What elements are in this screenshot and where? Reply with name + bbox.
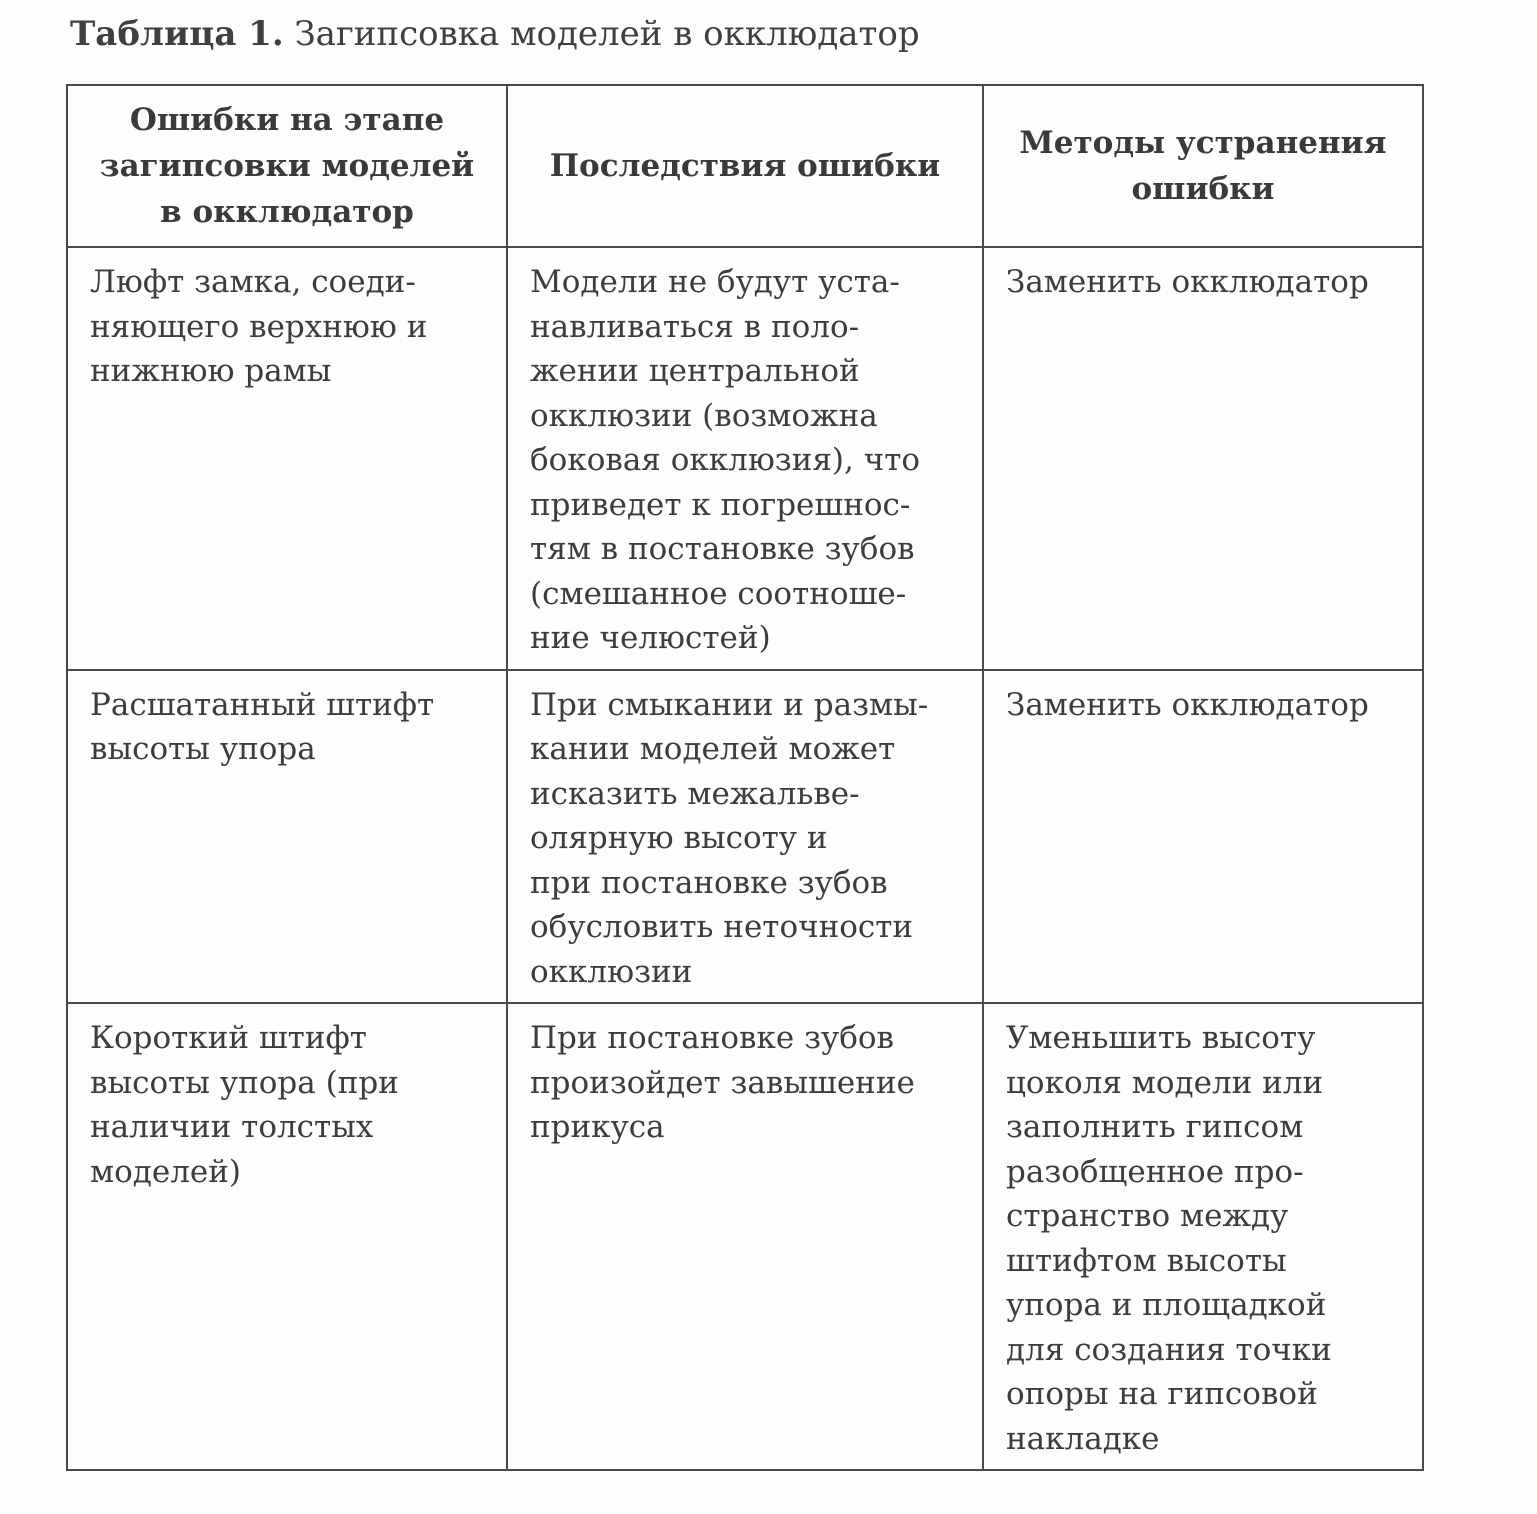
- cell-line: разобщенное про-: [1006, 1153, 1304, 1190]
- cell-line: (смешанное соотноше-: [530, 575, 907, 612]
- cell-line: высоты упора (при: [90, 1064, 399, 1101]
- cell-line: олярную высоту и: [530, 820, 828, 856]
- cell-line: окклюзии (возможна: [530, 397, 878, 434]
- cell-consequence: [507, 670, 983, 1004]
- cell-line: окклюзии: [530, 953, 693, 990]
- table-caption: [70, 12, 920, 56]
- cell-fix: [983, 1003, 1423, 1470]
- cell-line: Модели не будут уста-: [530, 264, 900, 300]
- header-line: в окклюдатор: [160, 194, 414, 230]
- cell-line: Короткий штифт: [90, 1020, 367, 1056]
- cell-line: опоры на гипсовой: [1006, 1376, 1318, 1412]
- cell-line: накладке: [1006, 1420, 1160, 1457]
- cell-line: няющего верхнюю и: [90, 308, 428, 345]
- cell-line: Заменить окклюдатор: [1006, 686, 1369, 723]
- cell-line: высоты упора: [90, 731, 316, 767]
- table-row: [67, 247, 1423, 670]
- table-caption-label: Таблица 1.: [70, 14, 284, 54]
- cell-line: прикуса: [530, 1109, 665, 1145]
- cell-line: при постановке зубов: [530, 864, 888, 901]
- header-line: ошибки: [1131, 171, 1275, 207]
- cell-line: кании моделей может: [530, 731, 896, 767]
- cell-line: обусловить неточности: [530, 909, 914, 945]
- cell-line: Заменить окклюдатор: [1006, 264, 1369, 300]
- header-line: Методы устранения: [1019, 125, 1387, 161]
- cell-line: Люфт замка, соеди-: [90, 264, 416, 300]
- header-consequences: [507, 85, 983, 247]
- cell-fix: [983, 670, 1423, 1004]
- cell-fix: [983, 247, 1423, 670]
- cell-error: [67, 670, 507, 1004]
- cell-error: [67, 247, 507, 670]
- cell-line: приведет к погрешнос-: [530, 486, 911, 523]
- cell-line: Расшатанный штифт: [90, 686, 435, 723]
- cell-line: произойдет завышение: [530, 1064, 915, 1101]
- cell-consequence: [507, 247, 983, 670]
- cell-line: странство между: [1006, 1198, 1289, 1234]
- table-header-row: [67, 85, 1423, 247]
- table-row: [67, 670, 1423, 1004]
- cell-line: исказить межальве-: [530, 775, 860, 812]
- cell-line: тям в постановке зубов: [530, 531, 915, 567]
- table-row: [67, 1003, 1423, 1470]
- cell-line: Уменьшить высоту: [1006, 1020, 1316, 1056]
- cell-line: штифтом высоты: [1006, 1242, 1287, 1279]
- header-line: Ошибки на этапе: [129, 102, 445, 138]
- header-errors: [67, 85, 507, 247]
- cell-line: цоколя модели или: [1006, 1064, 1324, 1101]
- cell-line: жении центральной: [530, 353, 860, 389]
- cell-line: ние челюстей): [530, 620, 771, 656]
- errors-table: [66, 84, 1424, 1471]
- header-line: Последствия ошибки: [549, 148, 941, 184]
- header-line: загипсовки моделей: [99, 148, 475, 184]
- cell-consequence: [507, 1003, 983, 1470]
- table-caption-text: Загипсовка моделей в окклюдатор: [294, 14, 920, 54]
- cell-line: боковая окклюзия), что: [530, 442, 921, 478]
- cell-line: заполнить гипсом: [1006, 1109, 1304, 1145]
- cell-line: При смыкании и размы-: [530, 686, 929, 723]
- cell-line: моделей): [90, 1153, 242, 1190]
- cell-line: наличии толстых: [90, 1109, 374, 1145]
- cell-line: нижнюю рамы: [90, 353, 332, 389]
- cell-line: навливаться в поло-: [530, 308, 860, 345]
- cell-line: для создания точки: [1006, 1331, 1332, 1368]
- cell-error: [67, 1003, 507, 1470]
- cell-line: При постановке зубов: [530, 1020, 894, 1056]
- cell-line: упора и площадкой: [1006, 1287, 1327, 1323]
- header-fixes: [983, 85, 1423, 247]
